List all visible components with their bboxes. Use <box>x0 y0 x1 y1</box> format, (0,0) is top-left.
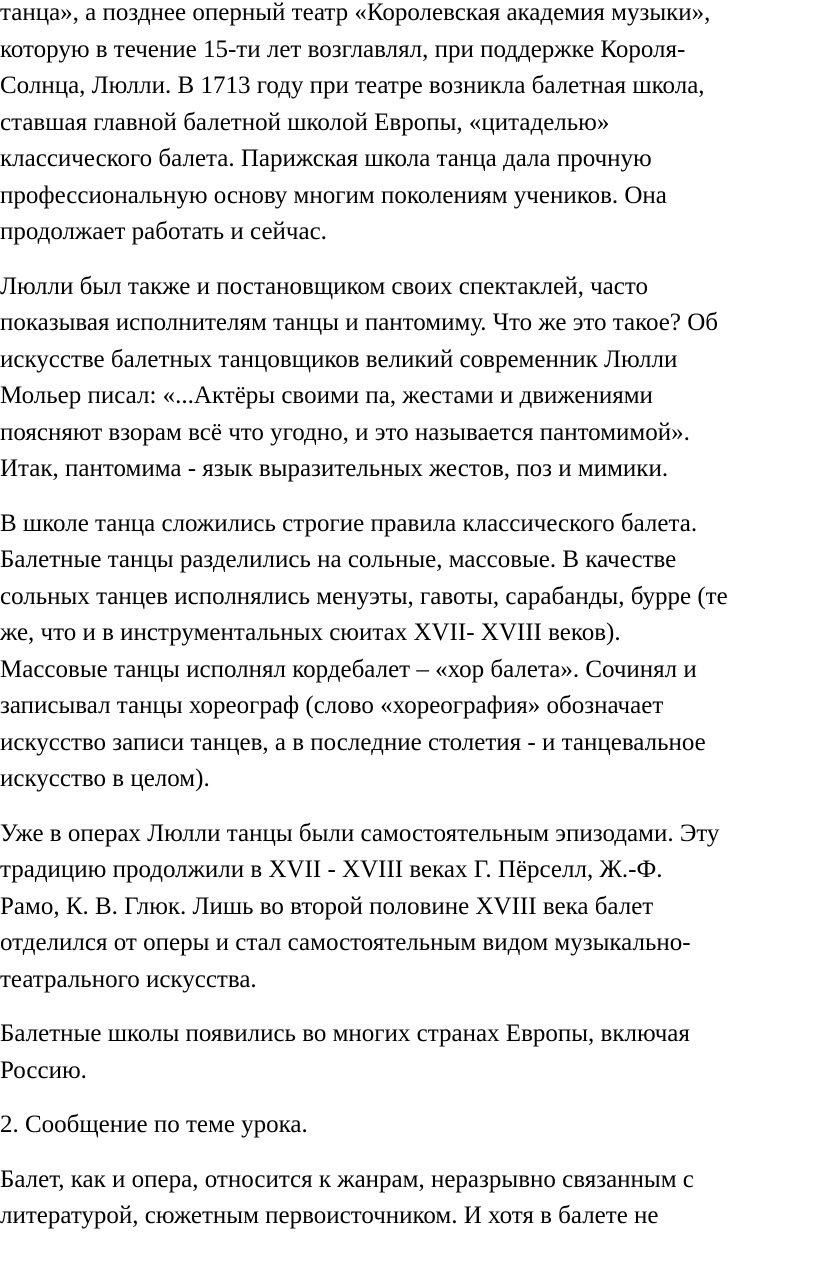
text-line: искусство в целом). <box>0 765 210 792</box>
text-line: Уже в операх Люлли танцы были самостоятельным эпизодами. Эту <box>0 819 720 847</box>
text-line: ставшая главной балетной школой Европы, «цитаделью» <box>0 108 610 136</box>
text-line: поясняют взорам всё что угодно, и это называется пантомимой». <box>0 418 690 446</box>
text-line: Балетные школы появились во многих странах Европы, включая <box>0 1020 690 1047</box>
text-line: театрального искусства. <box>0 965 257 993</box>
text-line: Россию. <box>0 1056 87 1084</box>
paragraph-pantomime <box>0 269 810 488</box>
text-line: которую в течение 15-ти лет возглавлял, при поддержке Короля- <box>0 35 686 63</box>
text-line: искусство записи танцев, а в последние столетия - и танцевальное <box>0 728 706 756</box>
text-line: продолжает работать и сейчас. <box>0 218 327 245</box>
text-line: Люлли был также и постановщиком своих спектаклей, часто <box>0 272 648 300</box>
text-line: В школе танца сложились строгие правила классического балета. <box>0 509 698 537</box>
text-line: записывал танцы хореограф (слово «хореография» обозначает <box>0 692 664 719</box>
text-line: Итак, пантомима - язык выразительных жестов, поз и мимики. <box>0 455 669 482</box>
paragraph-opera-ballet <box>0 816 810 999</box>
text-line: Балет, как и опера, относится к жанрам, неразрывно связанным с <box>0 1165 694 1193</box>
text-line: сольных танцев исполнялись менуэты, гавоты, сарабанды, бурре (те <box>0 582 728 610</box>
text-line: традицию продолжили в XVII - XVIII веках Г. Пёрселл, Ж.-Ф. <box>0 856 663 883</box>
text-line: отделился от оперы и стал самостоятельным видом музыкально- <box>0 929 691 956</box>
text-line: Мольер писал: «...Актёры своими па, жестами и движениями <box>0 382 653 409</box>
text-line: же, что и в инструментальных сюитах XVII- XVIII веков). <box>0 619 621 646</box>
paragraph-dance-rules <box>0 506 810 798</box>
text-line: Балетные танцы разделились на сольные, массовые. В качестве <box>0 546 677 573</box>
text-line: 2. Сообщение по теме урока. <box>0 1111 308 1138</box>
paragraph-section-heading <box>0 1107 810 1144</box>
paragraph-paris-academy <box>0 0 810 251</box>
text-line: Рамо, К. В. Глюк. Лишь во второй половине XVIII века балет <box>0 892 654 920</box>
text-line: профессиональную основу многим поколениям учеников. Она <box>0 181 667 209</box>
text-line: Солнца, Люлли. В 1713 году при театре возникла балетная школа, <box>0 72 705 99</box>
text-line: литературой, сюжетным первоисточником. И хотя в балете не <box>0 1202 659 1229</box>
paragraph-ballet-schools <box>0 1016 810 1089</box>
text-line: Массовые танцы исполнял кордебалет – «хор балета». Сочинял и <box>0 655 697 683</box>
paragraph-ballet-literature <box>0 1162 810 1235</box>
text-line: танца», а позднее оперный театр «Королевская академия музыки», <box>0 0 711 26</box>
text-line: искусстве балетных танцовщиков великий современник Люлли <box>0 345 678 373</box>
text-line: классического балета. Парижская школа танца дала прочную <box>0 145 652 172</box>
text-line: показывая исполнителям танцы и пантомиму. Что же это такое? Об <box>0 309 718 336</box>
